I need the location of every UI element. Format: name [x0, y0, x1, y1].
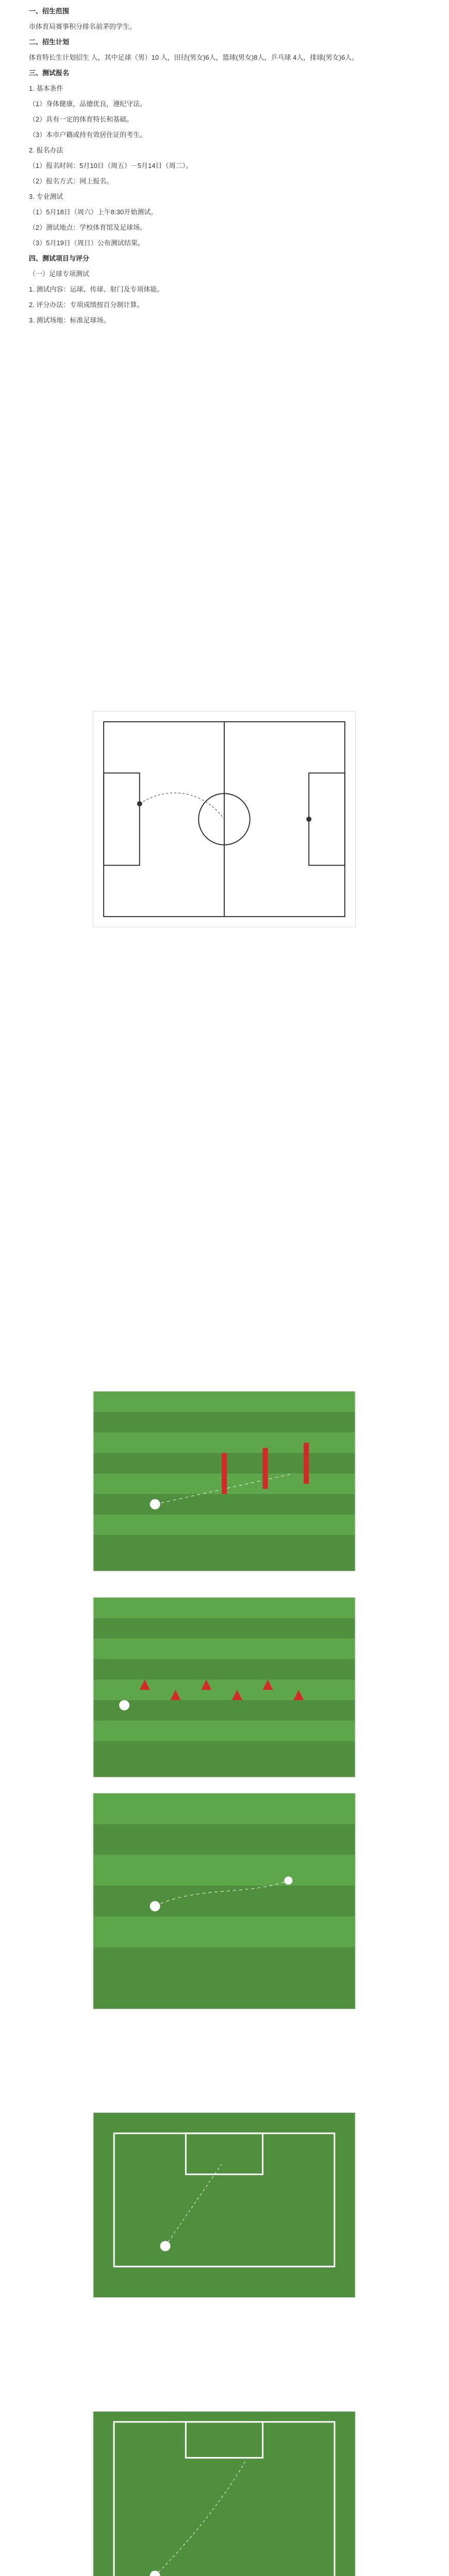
passing-test-diagram	[93, 1793, 356, 2009]
cones-test-diagram	[93, 1597, 356, 1777]
paragraph: （3）本市户籍或持有效居住证的考生。	[29, 131, 147, 139]
section-heading: 四、测试项目与评分	[29, 255, 90, 262]
paragraph: （3）5月19日（周日）公布测试结果。	[29, 239, 144, 247]
paragraph: 市体育局赛事积分排名前茅的学生。	[29, 23, 137, 30]
paragraph: （1）报名时间：5月10日（周五）－5月14日（周二）。	[29, 162, 193, 170]
section-heading: 三、测试报名	[29, 69, 70, 77]
paragraph: 3. 专业测试	[29, 193, 63, 200]
paragraph: （2）报名方式：网上报名。	[29, 177, 113, 185]
paragraph: （2）具有一定的体育特长和基础。	[29, 115, 134, 123]
document-body	[29, 5, 420, 330]
free-kick-test-diagram	[93, 2411, 356, 2576]
paragraph: 1. 测试内容：运球、传球、射门及专项体能。	[29, 285, 164, 293]
paragraph: （1）身体健康，品德优良，遵纪守法。	[29, 100, 147, 108]
paragraph: （2）测试地点：学校体育馆及足球场。	[29, 224, 147, 231]
paragraph: 3. 测试场地：标准足球场。	[29, 316, 110, 324]
paragraph: 2. 评分办法：专项成绩按百分制计算。	[29, 301, 144, 309]
shooting-test-diagram	[93, 2112, 356, 2298]
football-pitch-diagram	[93, 711, 356, 927]
paragraph: 2. 报名办法	[29, 146, 63, 154]
dribbling-test-diagram	[93, 1391, 356, 1571]
section-heading: 二、招生计划	[29, 38, 70, 46]
section-heading: 一、招生范围	[29, 7, 70, 15]
paragraph: 体育特长生计划招生 人，其中足球（男）10 人，田径(男女)6人，篮球(男女)8人，乒乓球 4人，排球(男女)6人。	[29, 54, 359, 61]
paragraph: （一）足球专项测试	[29, 270, 90, 278]
paragraph: 1. 基本条件	[29, 84, 63, 92]
paragraph: （1）5月18日（周六）上午8:30开始测试。	[29, 208, 158, 216]
